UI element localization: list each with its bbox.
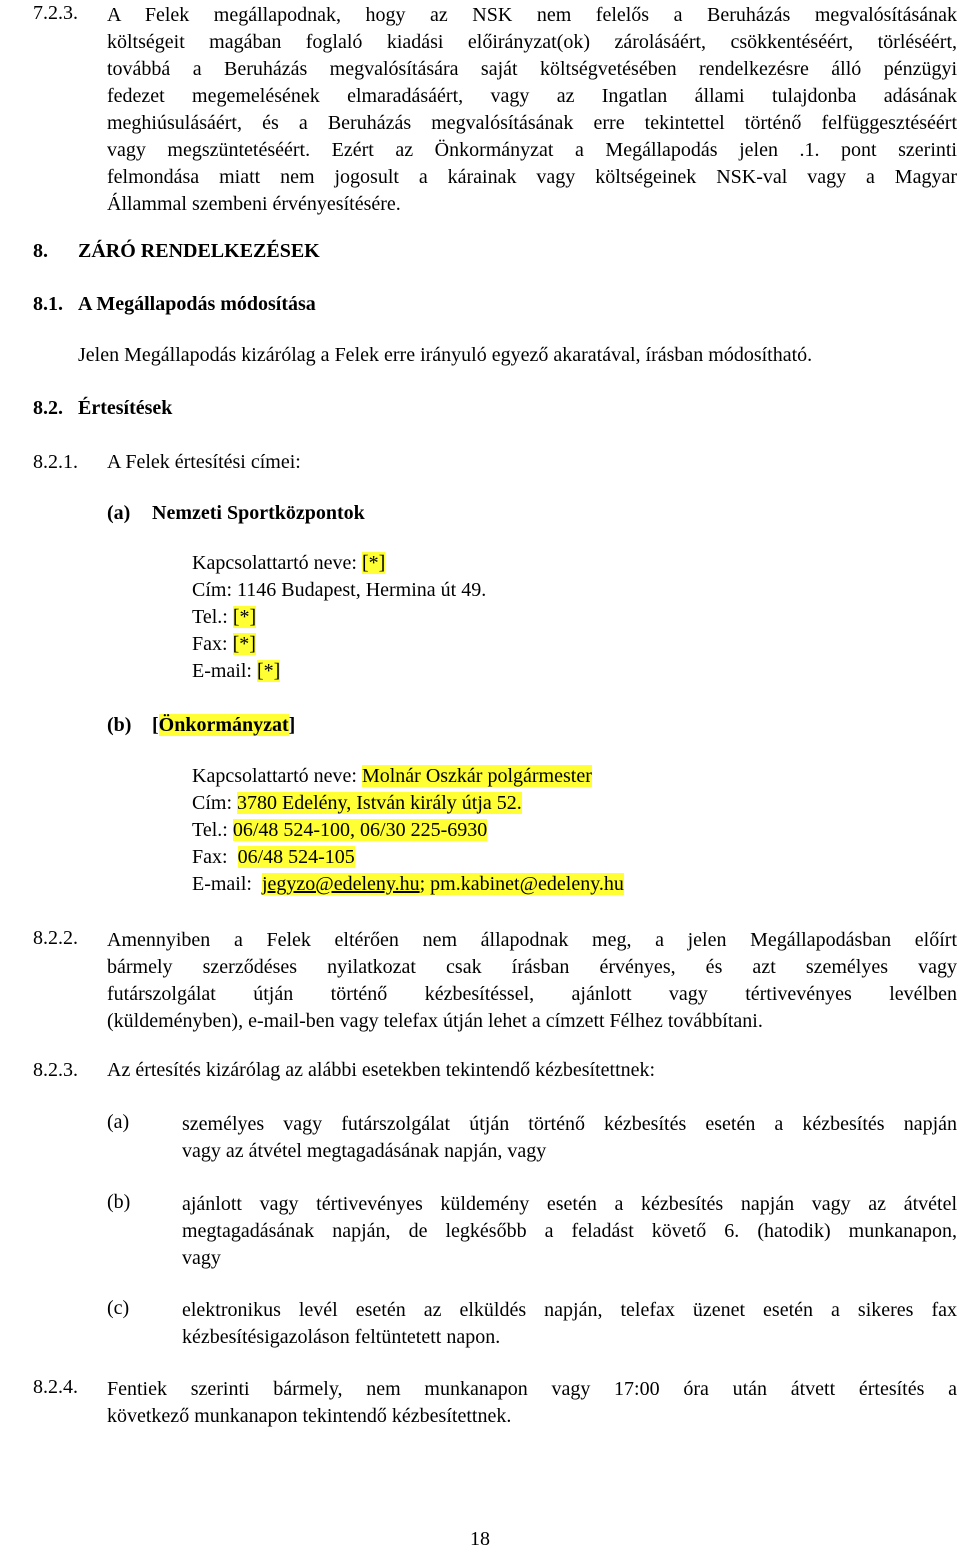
text-line: megtagadásának napján, de legkésőbb a feladást követő 6. (hatodik) munkanapon, xyxy=(182,1220,957,1242)
party-label: (a) xyxy=(107,502,131,524)
fax-line: Fax: [*] xyxy=(192,633,256,655)
text-line: bármely szerződéses nyilatkozat csak írásban érvényes, és azt személyes vagy xyxy=(107,956,957,978)
text-line: kézbesítésigazoláson feltüntetett napon. xyxy=(182,1326,501,1348)
party-name: Nemzeti Sportközpontok xyxy=(152,502,365,524)
address-line: Cím: 1146 Budapest, Hermina út 49. xyxy=(192,579,487,601)
contact-line: Kapcsolattartó neve: Molnár Oszkár polgármester xyxy=(192,765,592,787)
text-line: személyes vagy futárszolgálat útján történő kézbesítés esetén a kézbesítés napján xyxy=(182,1113,957,1135)
address-line: Cím: 3780 Edelény, István király útja 52. xyxy=(192,792,522,814)
list-item xyxy=(182,1297,957,1351)
email-line: E-mail: [*] xyxy=(192,660,281,682)
text-line: fedezet megemelésének elmaradásáért, vagy az Ingatlan állami tulajdonba adásának xyxy=(107,85,957,107)
tel-line: Tel.: 06/48 524-100, 06/30 225-6930 xyxy=(192,819,488,841)
party-label: (b) xyxy=(107,714,132,736)
section-number: 8. xyxy=(33,240,48,262)
list-item xyxy=(182,1191,957,1272)
text-line: (küldeményben), e-mail-ben vagy telefax útján lehet a címzett Félhez továbbítani. xyxy=(107,1010,763,1032)
section-number: 8.2.4. xyxy=(33,1376,78,1398)
contact-line: Kapcsolattartó neve: [*] xyxy=(192,552,386,574)
email-line: E-mail: jegyzo@edeleny.hu; pm.kabinet@edeleny.hu xyxy=(192,873,624,895)
section-number: 8.2.3. xyxy=(33,1059,78,1081)
text-line: következő munkanapon tekintendő kézbesítettnek. xyxy=(107,1405,512,1427)
list-label: (a) xyxy=(107,1111,130,1133)
text-line: Fentiek szerinti bármely, nem munkanapon vagy 17:00 óra után átvett értesítés a xyxy=(107,1378,957,1400)
text-line: továbbá a Beruházás megvalósítására saját költségvetésében rendelkezésre álló pénzügyi xyxy=(107,58,957,80)
text-line: Állammal szembeni érvényesítésére. xyxy=(107,193,401,215)
party-name: [Önkormányzat] xyxy=(152,714,296,736)
section-number: 7.2.3. xyxy=(33,2,78,24)
paragraph-8-2-4 xyxy=(107,1376,957,1430)
paragraph-8-1: Jelen Megállapodás kizárólag a Felek erre irányuló egyező akaratával, írásban módosítható. xyxy=(78,344,813,366)
text-line: vagy xyxy=(182,1247,221,1269)
section-number: 8.2. xyxy=(33,397,63,419)
section-title: A Megállapodás módosítása xyxy=(78,293,316,315)
text-line: költségeit magában foglaló kiadási előirányzat(ok) zárolásáért, csökkentéséért, törléséért, xyxy=(107,31,957,53)
section-title: ZÁRÓ RENDELKEZÉSEK xyxy=(78,240,320,262)
text-line: vagy megszüntetéséért. Ezért az Önkormányzat a Megállapodás jelen .1. pont szerinti xyxy=(107,139,957,161)
paragraph-8-2-2 xyxy=(107,927,957,1035)
fax-line: Fax: 06/48 524-105 xyxy=(192,846,355,868)
text-line: elektronikus levél esetén az elküldés napján, telefax üzenet esetén a sikeres fax xyxy=(182,1299,957,1321)
text-line: futárszolgálat útján történő kézbesítéssel, ajánlott vagy tértivevényes levélben xyxy=(107,983,957,1005)
section-number: 8.1. xyxy=(33,293,63,315)
page-number: 18 xyxy=(470,1528,490,1550)
text-line: A Felek megállapodnak, hogy az NSK nem felelős a Beruházás megvalósításának xyxy=(107,4,957,26)
section-number: 8.2.1. xyxy=(33,451,78,473)
email-link[interactable]: jegyzo@edeleny.hu xyxy=(261,873,420,895)
paragraph-8-2-1: A Felek értesítési címei: xyxy=(107,451,301,473)
text-line: felmondása miatt nem jogosult a kárainak vagy költségeinek NSK-val vagy a Magyar xyxy=(107,166,957,188)
list-item xyxy=(182,1111,957,1165)
text-line: ajánlott vagy tértivevényes küldemény esetén a kézbesítés napján vagy az átvétel xyxy=(182,1193,957,1215)
paragraph-8-2-3: Az értesítés kizárólag az alábbi esetekben tekintendő kézbesítettnek: xyxy=(107,1059,656,1081)
list-label: (c) xyxy=(107,1297,130,1319)
paragraph-7-2-3 xyxy=(107,2,957,218)
text-line: meghiúsulásáért, és a Beruházás megvalósításának erre tekintettel történő felfüggesztéséért xyxy=(107,112,957,134)
text-line: vagy az átvétel megtagadásának napján, vagy xyxy=(182,1140,547,1162)
tel-line: Tel.: [*] xyxy=(192,606,257,628)
section-number: 8.2.2. xyxy=(33,927,78,949)
section-title: Értesítések xyxy=(78,397,173,419)
text-line: Amennyiben a Felek eltérően nem állapodnak meg, a jelen Megállapodásban előírt xyxy=(107,929,957,951)
list-label: (b) xyxy=(107,1191,131,1213)
